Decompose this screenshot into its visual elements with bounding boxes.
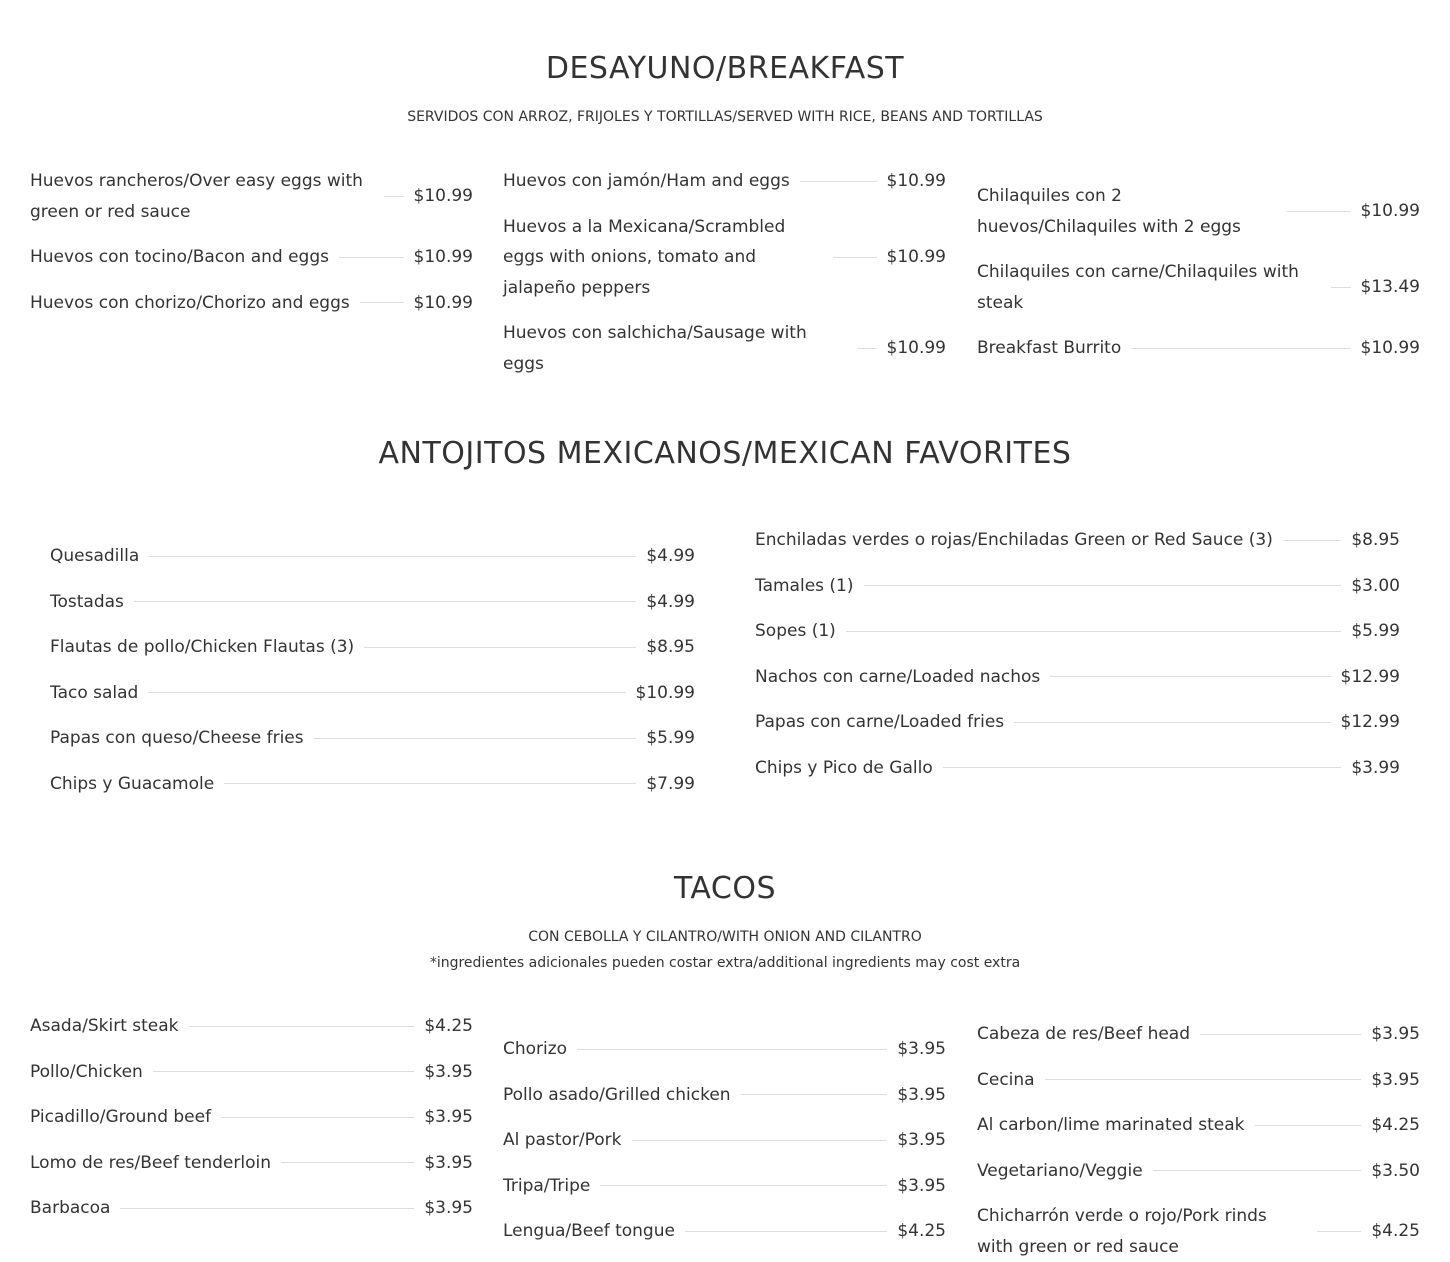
menu-item bbox=[50, 769, 695, 800]
leader-line bbox=[1287, 211, 1351, 212]
menu-item bbox=[30, 1102, 473, 1133]
item-name: Huevos con salchicha/Sausage with eggs bbox=[503, 323, 807, 374]
item-name: Huevos rancheros/Over easy eggs with green or red sauce bbox=[30, 171, 363, 222]
leader-line bbox=[1317, 1231, 1361, 1232]
leader-line bbox=[632, 1140, 888, 1141]
item-name: Papas con carne/Loaded fries bbox=[755, 712, 1005, 732]
favorites-column-2 bbox=[755, 525, 1400, 783]
item-name: Enchiladas verdes o rojas/Enchiladas Green or Red Sauce (3) bbox=[755, 530, 1273, 550]
menu-item bbox=[503, 212, 946, 304]
leader-line bbox=[600, 1185, 887, 1186]
menu-item bbox=[50, 632, 695, 663]
breakfast-column-2 bbox=[503, 166, 946, 379]
leader-line bbox=[120, 1208, 414, 1209]
leader-line bbox=[189, 1026, 415, 1027]
item-name: Barbacoa bbox=[30, 1198, 111, 1218]
leader-line bbox=[281, 1162, 414, 1163]
item-price: $12.99 bbox=[1340, 712, 1400, 732]
item-name: Flautas de pollo/Chicken Flautas (3) bbox=[50, 637, 355, 657]
leader-line bbox=[360, 302, 404, 303]
menu-item bbox=[503, 1080, 946, 1111]
leader-line bbox=[1331, 287, 1351, 288]
item-name: Huevos con tocino/Bacon and eggs bbox=[30, 247, 329, 267]
item-price: $3.50 bbox=[1371, 1160, 1420, 1181]
breakfast-title: DESAYUNO/BREAKFAST bbox=[545, 51, 905, 86]
menu-item bbox=[50, 587, 695, 618]
menu-item bbox=[755, 525, 1400, 556]
leader-line bbox=[1200, 1034, 1361, 1035]
leader-line bbox=[1131, 348, 1350, 349]
item-name: Huevos con jamón/Ham and eggs bbox=[503, 171, 790, 191]
leader-line bbox=[1283, 540, 1341, 541]
menu-item bbox=[755, 707, 1400, 738]
menu-item bbox=[30, 1011, 473, 1042]
item-name: Huevos a la Mexicana/Scrambled eggs with onions, tomato and jalapeño peppers bbox=[503, 216, 786, 298]
item-price: $4.25 bbox=[424, 1016, 473, 1036]
leader-line bbox=[384, 196, 404, 197]
item-price: $13.49 bbox=[1360, 277, 1420, 298]
tacos-note: *ingredientes adicionales pueden costar extra/additional ingredients may cost extra bbox=[429, 955, 1021, 971]
item-name: Pollo/Chicken bbox=[30, 1061, 143, 1082]
item-name: Chilaquiles con 2 huevos/Chilaquiles with 2 eggs bbox=[977, 186, 1241, 237]
item-name: Chicharrón verde o rojo/Pork rinds with green or red sauce bbox=[977, 1206, 1267, 1257]
item-name: Tamales (1) bbox=[755, 575, 854, 596]
item-price: $5.99 bbox=[646, 728, 695, 748]
item-price: $5.99 bbox=[1351, 621, 1400, 641]
tacos-column-1 bbox=[30, 1011, 473, 1224]
leader-line bbox=[1014, 722, 1330, 723]
item-price: $4.25 bbox=[1371, 1221, 1420, 1242]
leader-line bbox=[943, 767, 1342, 768]
item-price: $3.99 bbox=[1351, 757, 1400, 778]
leader-line bbox=[864, 585, 1342, 586]
menu-item bbox=[977, 333, 1420, 364]
item-price: $10.99 bbox=[886, 338, 946, 359]
item-price: $4.25 bbox=[897, 1221, 946, 1241]
item-name: Cabeza de res/Beef head bbox=[977, 1024, 1191, 1044]
menu-item bbox=[755, 753, 1400, 784]
leader-line bbox=[149, 556, 636, 557]
menu-item bbox=[977, 1156, 1420, 1187]
item-price: $4.99 bbox=[646, 546, 695, 566]
item-price: $3.95 bbox=[424, 1152, 473, 1173]
tacos-subtitle: CON CEBOLLA Y CILANTRO/WITH ONION AND CILANTRO bbox=[528, 929, 922, 945]
item-price: $12.99 bbox=[1340, 666, 1400, 687]
leader-line bbox=[153, 1071, 415, 1072]
item-name: Al pastor/Pork bbox=[503, 1130, 622, 1150]
item-price: $3.95 bbox=[897, 1175, 946, 1196]
leader-line bbox=[800, 181, 877, 182]
item-price: $10.99 bbox=[1360, 338, 1420, 358]
menu-item bbox=[977, 1065, 1420, 1096]
item-name: Asada/Skirt steak bbox=[30, 1016, 179, 1036]
menu-item bbox=[977, 1019, 1420, 1050]
item-name: Tripa/Tripe bbox=[503, 1175, 591, 1196]
item-price: $10.99 bbox=[413, 292, 473, 313]
item-price: $4.99 bbox=[646, 591, 695, 612]
item-price: $3.95 bbox=[424, 1107, 473, 1127]
leader-line bbox=[1255, 1125, 1362, 1126]
menu-item bbox=[503, 166, 946, 197]
leader-line bbox=[339, 257, 404, 258]
leader-line bbox=[224, 783, 636, 784]
menu-item bbox=[503, 1125, 946, 1156]
menu-item bbox=[755, 616, 1400, 647]
item-price: $10.99 bbox=[413, 186, 473, 207]
tacos-column-2 bbox=[503, 1034, 946, 1247]
menu-item bbox=[50, 723, 695, 754]
item-name: Huevos con chorizo/Chorizo and eggs bbox=[30, 292, 350, 313]
menu-item bbox=[503, 318, 946, 379]
item-name: Nachos con carne/Loaded nachos bbox=[755, 666, 1041, 687]
leader-line bbox=[314, 738, 637, 739]
menu-item bbox=[503, 1034, 946, 1065]
item-price: $10.99 bbox=[1360, 201, 1420, 222]
item-name: Lengua/Beef tongue bbox=[503, 1221, 675, 1241]
leader-line bbox=[741, 1094, 888, 1095]
item-price: $10.99 bbox=[886, 171, 946, 191]
breakfast-column-3 bbox=[977, 181, 1420, 364]
leader-line bbox=[148, 692, 625, 693]
menu-item bbox=[50, 678, 695, 709]
item-price: $3.95 bbox=[1371, 1024, 1420, 1044]
item-price: $8.95 bbox=[646, 637, 695, 657]
leader-line bbox=[364, 647, 636, 648]
item-price: $8.95 bbox=[1351, 530, 1400, 550]
breakfast-column-1 bbox=[30, 166, 473, 318]
item-price: $3.95 bbox=[897, 1039, 946, 1059]
menu-item bbox=[503, 1216, 946, 1247]
menu-item bbox=[30, 1057, 473, 1088]
leader-line bbox=[1153, 1170, 1362, 1171]
item-price: $4.25 bbox=[1371, 1115, 1420, 1135]
leader-line bbox=[857, 348, 877, 349]
item-name: Vegetariano/Veggie bbox=[977, 1160, 1143, 1181]
favorites-title: ANTOJITOS MEXICANOS/MEXICAN FAVORITES bbox=[378, 436, 1072, 471]
item-price: $3.95 bbox=[1371, 1069, 1420, 1090]
item-name: Papas con queso/Cheese fries bbox=[50, 728, 304, 748]
item-name: Tostadas bbox=[50, 591, 124, 612]
tacos-title: TACOS bbox=[673, 871, 777, 906]
item-price: $10.99 bbox=[635, 682, 695, 703]
menu-item bbox=[50, 541, 695, 572]
menu-item bbox=[503, 1171, 946, 1202]
item-name: Pollo asado/Grilled chicken bbox=[503, 1084, 731, 1105]
item-name: Chilaquiles con carne/Chilaquiles with steak bbox=[977, 262, 1299, 313]
menu-item bbox=[30, 166, 473, 227]
item-name: Sopes (1) bbox=[755, 621, 836, 641]
item-name: Picadillo/Ground beef bbox=[30, 1107, 212, 1127]
item-name: Al carbon/lime marinated steak bbox=[977, 1115, 1245, 1135]
favorites-column-1 bbox=[50, 541, 695, 799]
menu-item bbox=[30, 242, 473, 273]
item-price: $3.00 bbox=[1351, 575, 1400, 596]
item-price: $10.99 bbox=[886, 247, 946, 267]
breakfast-subtitle: SERVIDOS CON ARROZ, FRIJOLES Y TORTILLAS/SERVED WITH RICE, BEANS AND TORTILLAS bbox=[407, 109, 1043, 125]
menu-item bbox=[977, 1201, 1420, 1262]
menu-item bbox=[30, 1148, 473, 1179]
leader-line bbox=[221, 1117, 414, 1118]
menu-item bbox=[30, 288, 473, 319]
menu-item bbox=[977, 1110, 1420, 1141]
menu-item bbox=[30, 1193, 473, 1224]
leader-line bbox=[1045, 1079, 1362, 1080]
item-name: Chips y Pico de Gallo bbox=[755, 757, 933, 778]
menu-item bbox=[755, 662, 1400, 693]
menu-item bbox=[977, 257, 1420, 318]
leader-line bbox=[846, 631, 1342, 632]
item-price: $10.99 bbox=[413, 247, 473, 267]
leader-line bbox=[577, 1049, 887, 1050]
tacos-column-3 bbox=[977, 1019, 1420, 1257]
item-name: Cecina bbox=[977, 1069, 1035, 1090]
leader-line bbox=[1050, 676, 1330, 677]
menu-item bbox=[977, 181, 1420, 242]
item-name: Taco salad bbox=[50, 682, 139, 703]
item-name: Chorizo bbox=[503, 1039, 568, 1059]
item-price: $3.95 bbox=[424, 1061, 473, 1082]
item-price: $7.99 bbox=[646, 773, 695, 794]
menu-item bbox=[755, 571, 1400, 602]
item-price: $3.95 bbox=[897, 1084, 946, 1105]
item-name: Lomo de res/Beef tenderloin bbox=[30, 1152, 271, 1173]
leader-line bbox=[134, 601, 636, 602]
item-price: $3.95 bbox=[424, 1198, 473, 1218]
item-name: Breakfast Burrito bbox=[977, 338, 1122, 358]
item-price: $3.95 bbox=[897, 1130, 946, 1150]
leader-line bbox=[833, 257, 877, 258]
item-name: Quesadilla bbox=[50, 546, 140, 566]
leader-line bbox=[685, 1231, 887, 1232]
item-name: Chips y Guacamole bbox=[50, 773, 215, 794]
